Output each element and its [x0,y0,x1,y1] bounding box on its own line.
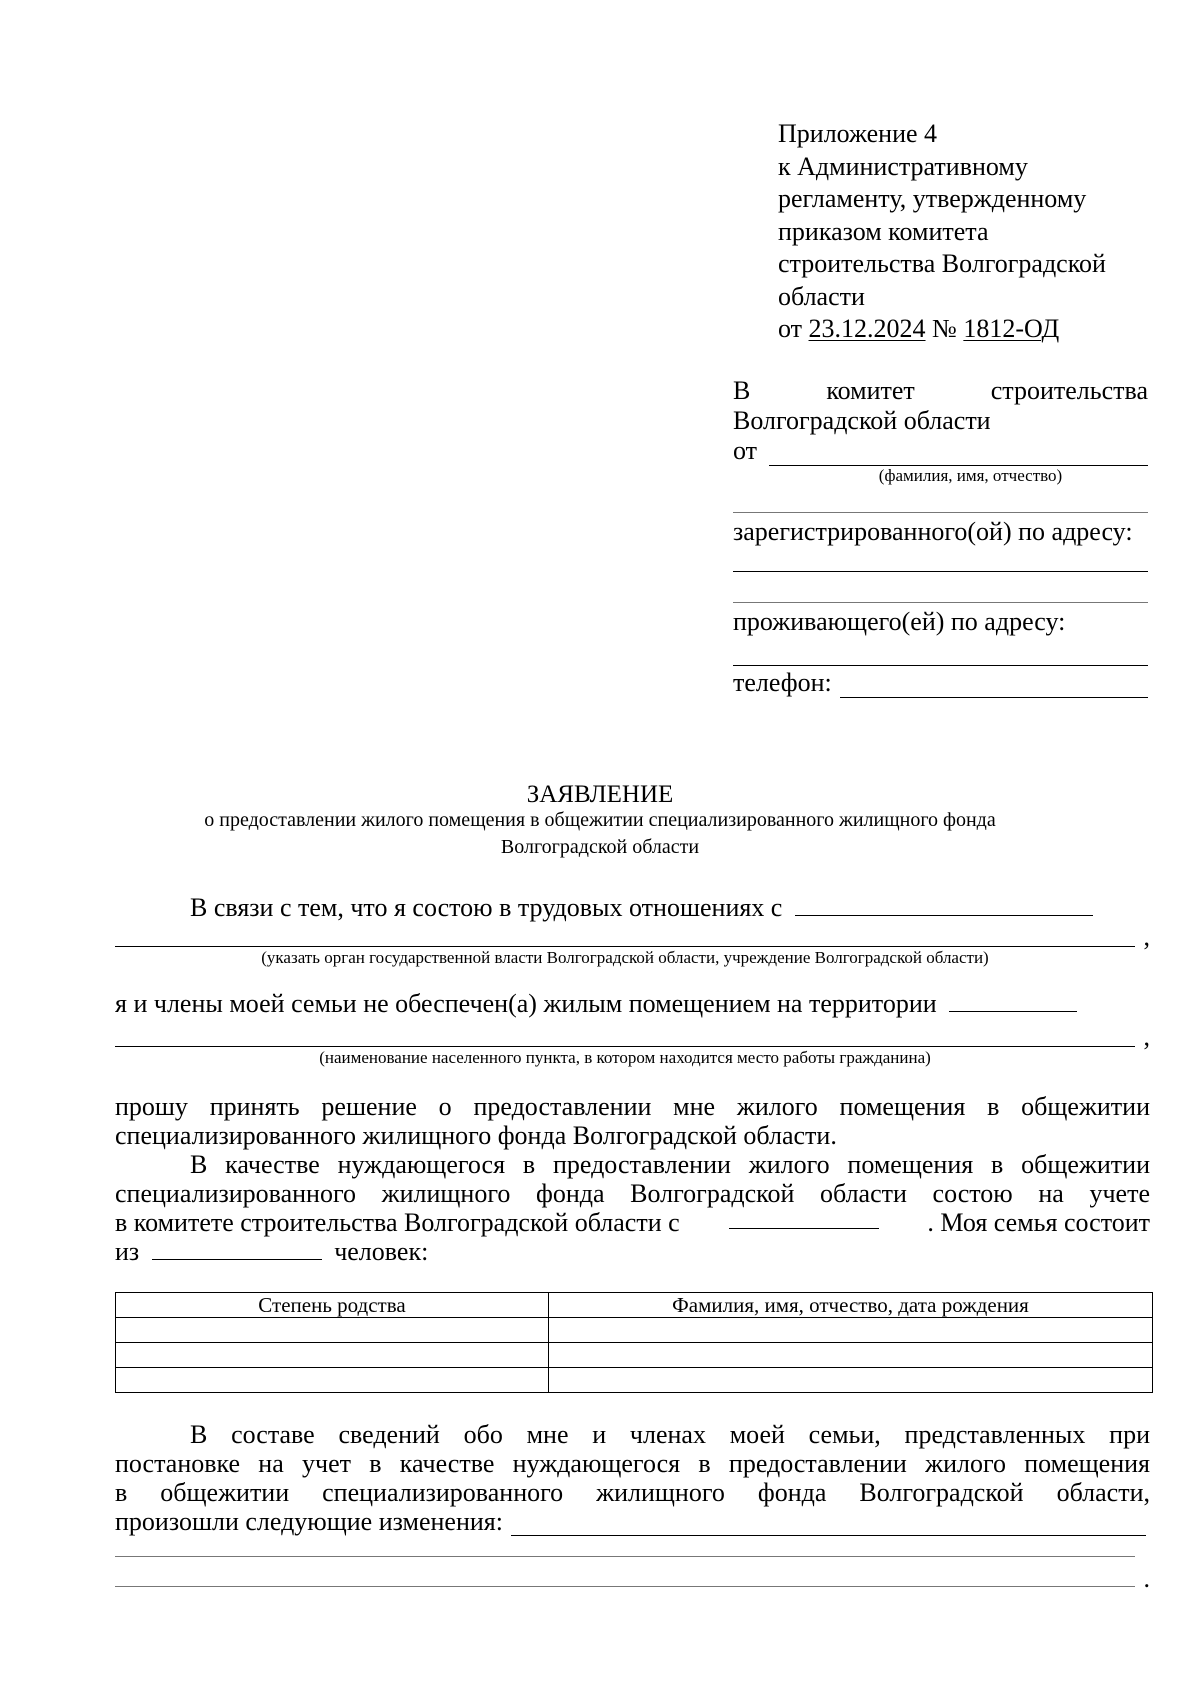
territory-field[interactable] [949,991,1077,1012]
addressee-to-line-2: Волгоградской области [733,406,991,435]
registered-line-3b: . Моя семья состоит [927,1208,1150,1237]
changes-line-block [115,1556,1150,1557]
from-label: от [733,436,758,465]
territory-row [115,989,1150,1018]
changes-line-4 [115,1507,1150,1536]
document-title: ЗАЯВЛЕНИЕ [526,781,674,808]
territory-line-block [115,1022,1150,1069]
changes-paragraph [115,1420,1150,1536]
appendix-line-3: регламенту, утвержденному [778,184,1087,213]
registered-address-field-2[interactable] [733,572,1148,603]
living-address-field[interactable] [733,637,1148,666]
appendix-date: 23.12.2024 [808,314,926,343]
living-label: проживающего(ей) по адресу: [733,607,1066,636]
table-cell[interactable] [116,1318,549,1343]
appendix-line-2: к Административному [778,151,1028,181]
registered-label: зарегистрированного(ой) по адресу: [733,517,1133,546]
addressee-to-word-1: В [733,376,751,405]
registered-line-4 [115,1237,1150,1266]
addressee-to-word-2: комитет [826,376,915,405]
table-cell[interactable] [116,1368,549,1393]
changes-field-3[interactable] [115,1586,1135,1587]
changes-line-3: в общежитии специализированного жилищного фонда Волгоградской области, [115,1478,1150,1507]
appendix-block [778,118,1106,346]
registered-line-4a: из [115,1237,140,1266]
appendix-line-6: области [778,281,865,311]
employment-row [115,893,1150,922]
appendix-line-4: приказом комитета [778,216,989,246]
employment-text: В связи с тем, что я состою в трудовых отношениях с [190,893,783,922]
table-cell[interactable] [549,1343,1153,1368]
table-header-fio: Фамилия, имя, отчество, дата рождения [549,1293,1153,1318]
family-size-field[interactable] [152,1239,322,1260]
table-cell[interactable] [549,1368,1153,1393]
table-row [116,1343,1153,1368]
appendix-number-sign: № [932,314,957,343]
fio-field[interactable] [769,443,1148,466]
request-line-2: специализированного жилищного фонда Волгоградской области. [115,1121,837,1150]
addressee-to-word-3: строительства [990,376,1148,405]
territory-hint: (наименование населенного пункта, в котором находится место работы гражданина) [319,1048,931,1067]
appendix-line-5: строительства Волгоградской [778,249,1106,278]
registration-date-field[interactable] [729,1208,879,1229]
fio-hint: (фамилия, имя, отчество) [878,466,1063,485]
request-paragraph [115,1092,1150,1266]
document-subtitle [0,807,1200,861]
addressee-from-row [733,436,1148,466]
table-row [116,1368,1153,1393]
changes-label: произошли следующие изменения: [115,1507,503,1536]
changes-line-1: В составе сведений обо мне и членах моей семьи, представленных при [190,1420,1150,1449]
registered-address-field[interactable] [733,547,1148,572]
table-cell[interactable] [116,1343,549,1368]
appendix-from: от [778,314,803,343]
phone-label: телефон: [733,668,832,697]
subtitle-line-2: Волгоградской области [500,836,700,858]
registered-line-1: В качестве нуждающегося в предоставлении жилого помещения в общежитии [190,1150,1150,1179]
table-row [116,1318,1153,1343]
phone-row [733,668,1148,698]
registered-line-2: специализированного жилищного фонда Волгоградской области состою на учете [115,1179,1150,1208]
appendix-line-1: Приложение 4 [778,119,938,148]
registered-line-3 [115,1208,1150,1237]
fio-extra-line[interactable] [733,486,1148,513]
changes-line-2: постановке на учет в качестве нуждающегося в предоставлении жилого помещения [115,1449,1150,1478]
employer-comma: , [1143,922,1150,951]
table-header-row [116,1293,1153,1318]
family-table [115,1292,1153,1393]
territory-text: я и члены моей семьи не обеспечен(а) жилым помещением на территории [115,989,937,1018]
changes-field[interactable] [511,1513,1146,1536]
employer-line-block [115,922,1150,969]
subtitle-line-1: о предоставлении жилого помещения в общежитии специализированного жилищного фонда [204,809,996,831]
request-line-1: прошу принять решение о предоставлении мне жилого помещения в общежитии [115,1092,1150,1121]
changes-period: . [1143,1564,1150,1593]
territory-comma: , [1143,1022,1150,1051]
addressee-to-line [733,376,1148,406]
addressee-block [733,376,1148,698]
table-cell[interactable] [549,1318,1153,1343]
registered-line-3a: в комитете строительства Волгоградской области с [115,1208,680,1237]
employer-field[interactable] [795,895,1093,916]
employer-hint: (указать орган государственной власти Волгоградской области, учреждение Волгоградской области) [261,948,989,967]
phone-field[interactable] [840,675,1148,698]
table-header-relation: Степень родства [116,1293,549,1318]
registered-line-4b: человек: [334,1237,429,1266]
changes-field-2[interactable] [115,1556,1135,1557]
appendix-number: 1812-ОД [963,314,1060,343]
appendix-order-ref [778,313,1106,346]
changes-line-block-2 [115,1564,1150,1593]
